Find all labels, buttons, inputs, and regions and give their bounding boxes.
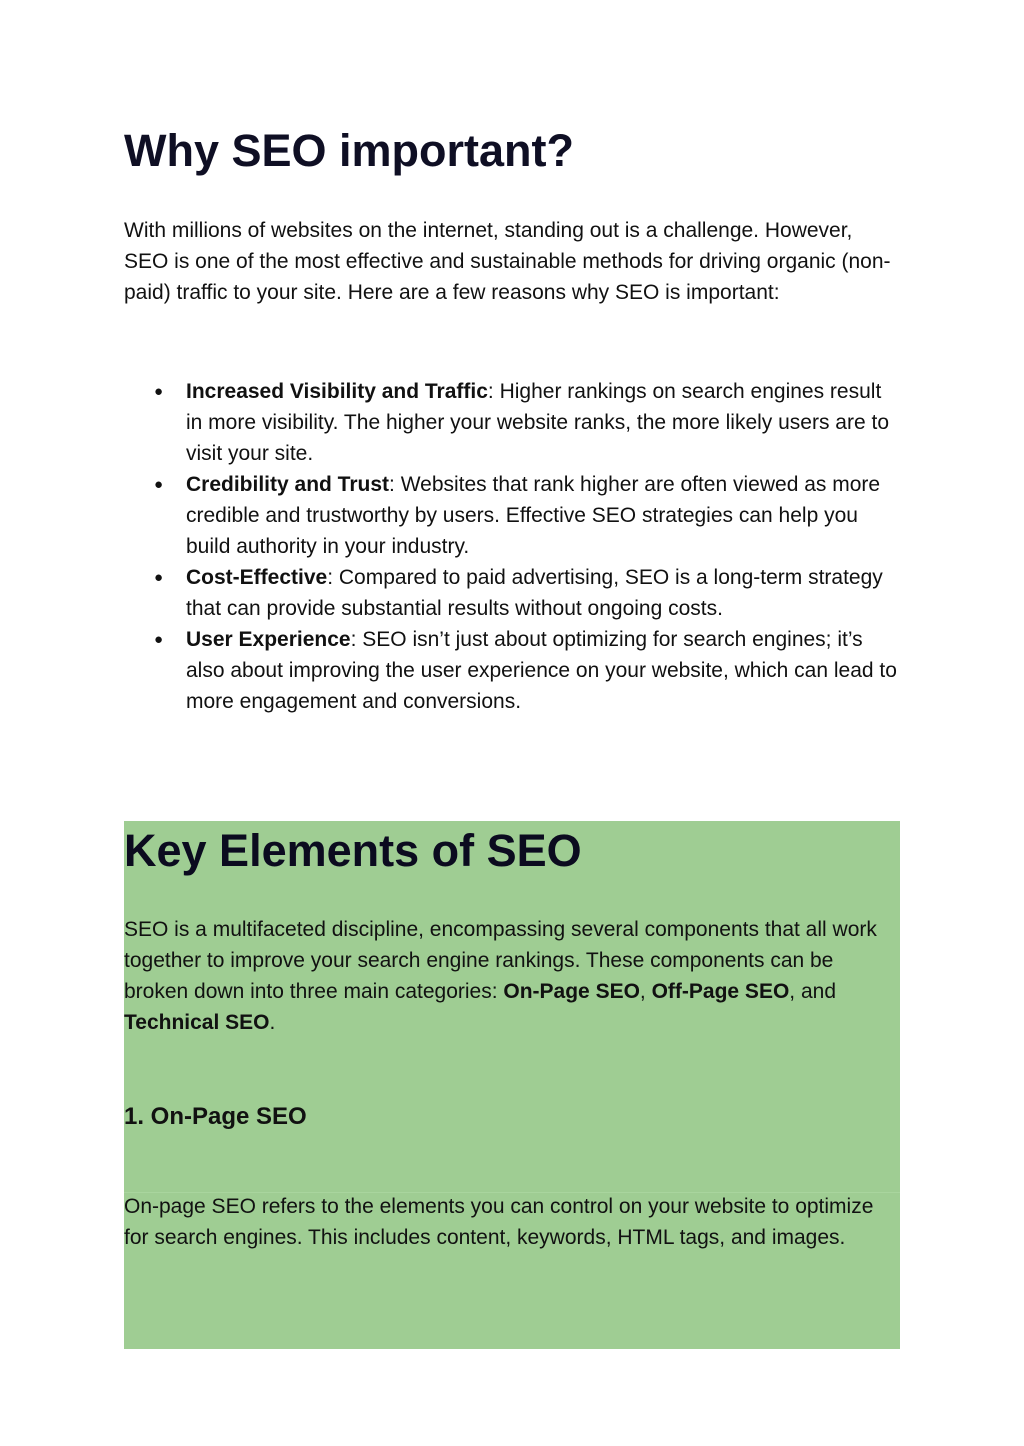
list-item-term: Increased Visibility and Traffic bbox=[186, 380, 488, 403]
bullet-icon: ● bbox=[154, 631, 164, 648]
paragraph-end-text: . bbox=[269, 1011, 276, 1034]
category-on-page: On-Page SEO bbox=[503, 980, 640, 1003]
separator-text: , bbox=[639, 980, 652, 1003]
key-elements-paragraph bbox=[124, 914, 900, 1038]
reasons-list bbox=[124, 376, 900, 717]
list-item-text: : Higher rankings on search engines result in more visibility. The higher your website ranks, the more likely users are to visit your site. bbox=[186, 380, 890, 465]
bullet-icon: ● bbox=[154, 476, 164, 493]
section-title-why-seo: Why SEO important? bbox=[124, 125, 574, 176]
separator-text: , and bbox=[789, 980, 837, 1003]
list-item-text: : Websites that rank higher are often viewed as more credible and trustworthy by users. Effective SEO strategies can help you build authority in your industry. bbox=[186, 473, 881, 558]
category-technical: Technical SEO bbox=[124, 1011, 270, 1034]
list-item bbox=[124, 376, 900, 469]
bullet-icon: ● bbox=[154, 383, 164, 400]
list-item-text: : Compared to paid advertising, SEO is a long-term strategy that can provide substantial results without ongoing costs. bbox=[186, 566, 883, 620]
list-item-term: Cost-Effective bbox=[186, 566, 328, 589]
subheading-on-page-seo: 1. On-Page SEO bbox=[124, 1103, 307, 1130]
list-item-term: Credibility and Trust bbox=[186, 473, 390, 496]
list-item-text: : SEO isn’t just about optimizing for search engines; it’s also about improving the user experience on your website, which can lead to more engagement and conversions. bbox=[186, 628, 897, 713]
key-elements-lead-text: SEO is a multifaceted discipline, encompassing several components that all work together to improve your search engine rankings. These components can be broken down into three main categories: bbox=[124, 918, 877, 1003]
list-item bbox=[124, 624, 900, 717]
on-page-paragraph: On-page SEO refers to the elements you can control on your website to optimize for search engines. This includes content, keywords, HTML tags, and images. bbox=[124, 1195, 874, 1249]
bullet-icon: ● bbox=[154, 569, 164, 586]
category-off-page: Off-Page SEO bbox=[651, 980, 790, 1003]
list-item bbox=[124, 562, 900, 624]
list-item-term: User Experience bbox=[186, 628, 351, 651]
key-elements-highlight-block bbox=[124, 821, 900, 1349]
section-title-key-elements: Key Elements of SEO bbox=[124, 825, 582, 876]
intro-paragraph: With millions of websites on the internet, standing out is a challenge. However, SEO is one of the most effective and sustainable methods for driving organic (non-paid) traffic to your site. Here are a few reasons why SEO is important: bbox=[124, 219, 891, 304]
list-item bbox=[124, 469, 900, 562]
